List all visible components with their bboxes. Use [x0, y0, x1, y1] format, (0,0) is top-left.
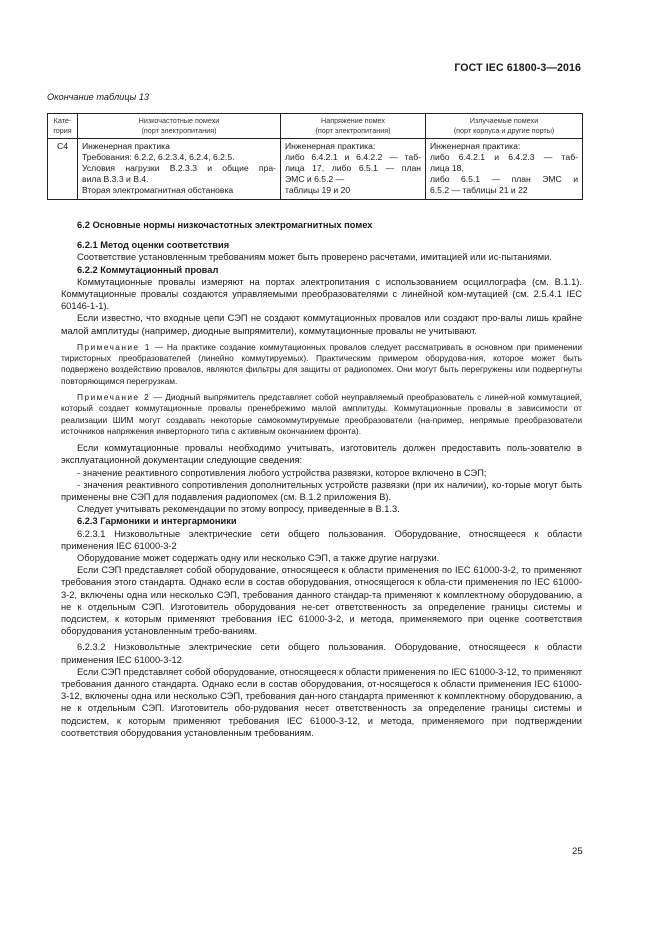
section-6-2-3-heading: 6.2.3 Гармоники и интергармоники — [77, 516, 237, 527]
header-category: Кате- гория — [48, 114, 78, 139]
table-row — [48, 139, 583, 200]
paragraph: Если СЭП представляет собой оборудование, относящееся к области применения по IEC 61000-3-2, то применяют требования этого стандарта. Однако если в состав оборудования, относящегося к обла-сти применения по IEC 61000-3-2, включены одна или несколько СЭП, требования данного стандар-та применяют к комплектному оборудованию, а не к отдельным СЭП. Изготовитель оборудования не-сет ответственность за определение границы системы и подсистем, к которым применяют требования IEC 61000-3-2, и метода, применяемого при оценке соответствия оборудования установленным требо-ваниям. — [61, 565, 582, 637]
paragraph: Соответствие установленным требованиям может быть проверено расчетами, имитацией или ис-пытаниями. — [77, 252, 552, 263]
paragraph: 6.2.3.1 Низковольтные электрические сети общего пользования. Оборудование, относящееся к области применения IEC 61000-3-2 — [61, 528, 582, 551]
header-radiated-disturbances: Излучаемые помехи (порт корпуса и другие порты) — [426, 114, 583, 139]
header-disturbance-voltage: Напряжение помех (порт электропитания) — [281, 114, 426, 139]
section-6-2-heading: 6.2 Основные нормы низкочастотных электромагнитных помех — [77, 220, 373, 230]
paragraph: Коммутационные провалы измеряют на портах электропитания с использованием осциллографа (см. В.1.1). Коммутационные провалы создаются управляемыми преобразователями с линейной ком-мутацией (см. 2.5.4.1 IEC 60146-1-1). — [61, 276, 582, 312]
paragraph: Следует учитывать рекомендации по этому вопросу, приведенные в В.1.3. — [77, 504, 400, 515]
paragraph: Оборудование может содержать одну или несколько СЭП, а также другие нагрузки. — [77, 553, 440, 564]
table-caption: Окончание таблицы 13 — [47, 92, 150, 102]
section-6-2-2-heading: 6.2.2 Коммутационный провал — [77, 264, 219, 275]
note-1 — [61, 342, 582, 387]
header-lf-disturbances: Низкочастотные помехи (порт электропитания) — [78, 114, 281, 139]
document-identifier: ГОСТ IEC 61800-3—2016 — [454, 62, 581, 74]
note-2-text: — Диодный выпрямитель представляет собой неуправляемый преобразователь с линей-ной коммутацией, который создает коммутационные провалы пренебрежимо малой амплитуды. Коммутационные провалы в зависимости от реализации ШИМ могут создавать некоторые самокоммутируемые преобразователи (на-пример, непрямые преобразователи источников напряжения инверторного типа с активным окончанием фронта). — [61, 392, 582, 436]
page-number: 25 — [572, 846, 583, 857]
note-2 — [61, 392, 582, 437]
cell-lf-disturbances: Инженерная практика Требования: 6.2.2, 6.2.3.4, 6.2.4, 6.2.5. Условия нагрузки В.2.3.3 и общие пра- вила В.3.3 и В.4. Вторая электромагнитная обстановка — [78, 139, 281, 200]
document-body — [61, 219, 582, 739]
table-header-row — [48, 114, 583, 139]
cell-radiated-disturbances: Инженерная практика: либо 6.4.2.1 и 6.4.2.3 — таб- лица 18, либо 6.5.1 — план ЭМС и 6.5.2 — таблицы 21 и 22 — [426, 139, 583, 200]
paragraph: Если СЭП представляет собой оборудование, относящееся к области применения по IEC 61000-3-12, то применяют требования данного стандарта. Однако если в состав оборудования, от-носящегося к области применения IEC 61000-3-12, включены одна или несколько СЭП, требования дан-ного стандарта применяют к комплектному оборудованию, а не к отдельным СЭП. Изготовитель обо-рудования несет ответственность за определение границы системы и подсистем, к которым применяют требования IEC 61000-3-12, и метода, применяемого при подтверждении соответствия оборудования установленным требованиям. — [61, 666, 582, 738]
note-1-text: — На практике создание коммутационных провалов следует рассматривать в основном при применении тиристорных преобразователей (линейно коммутируемых). Практическим примером оборудова-ния, которое может быть подвержено воздействию провалов, являются фильтры для защиты от радиопомех. Они могут быть перегружены или подвергнуты повторяющимся перегрузкам. — [61, 341, 582, 386]
paragraph: Если известно, что входные цепи СЭП не создают коммутационных провалов или создают про-валы лишь крайне малой амплитуды (например, диодные выпрямители), коммутационные провалы не учитывают. — [61, 313, 582, 336]
cell-category: C4 — [48, 139, 78, 200]
requirements-table — [47, 113, 583, 200]
paragraph: Если коммутационные провалы необходимо учитывать, изготовитель должен предоставить поль-зователю в эксплуатационной документации следующие сведения: — [61, 443, 582, 466]
cell-disturbance-voltage: Инженерная практика: либо 6.4.2.1 и 6.4.2.2 — таб- лица 17, либо 6.5.1 — план ЭМС и 6.5.2 — таблицы 19 и 20 — [281, 139, 426, 200]
note-2-label: Примечание 2 — [77, 392, 151, 403]
note-1-label: Примечание 1 — [77, 341, 151, 352]
list-item: - значение реактивного сопротивления любого устройства развязки, которое включено в СЭП; — [77, 467, 487, 478]
section-6-2-1-heading: 6.2.1 Метод оценки соответствия — [77, 240, 230, 251]
list-item: - значения реактивного сопротивления дополнительных устройств развязки (при их наличии), ко-торые могут быть применены вне СЭП для подавления радиопомех (см. В.1.2 приложения В). — [61, 479, 582, 503]
paragraph: 6.2.3.2 Низковольтные электрические сети общего пользования. Оборудование, относящееся к области применения IEC 61000-3-12 — [61, 642, 582, 665]
